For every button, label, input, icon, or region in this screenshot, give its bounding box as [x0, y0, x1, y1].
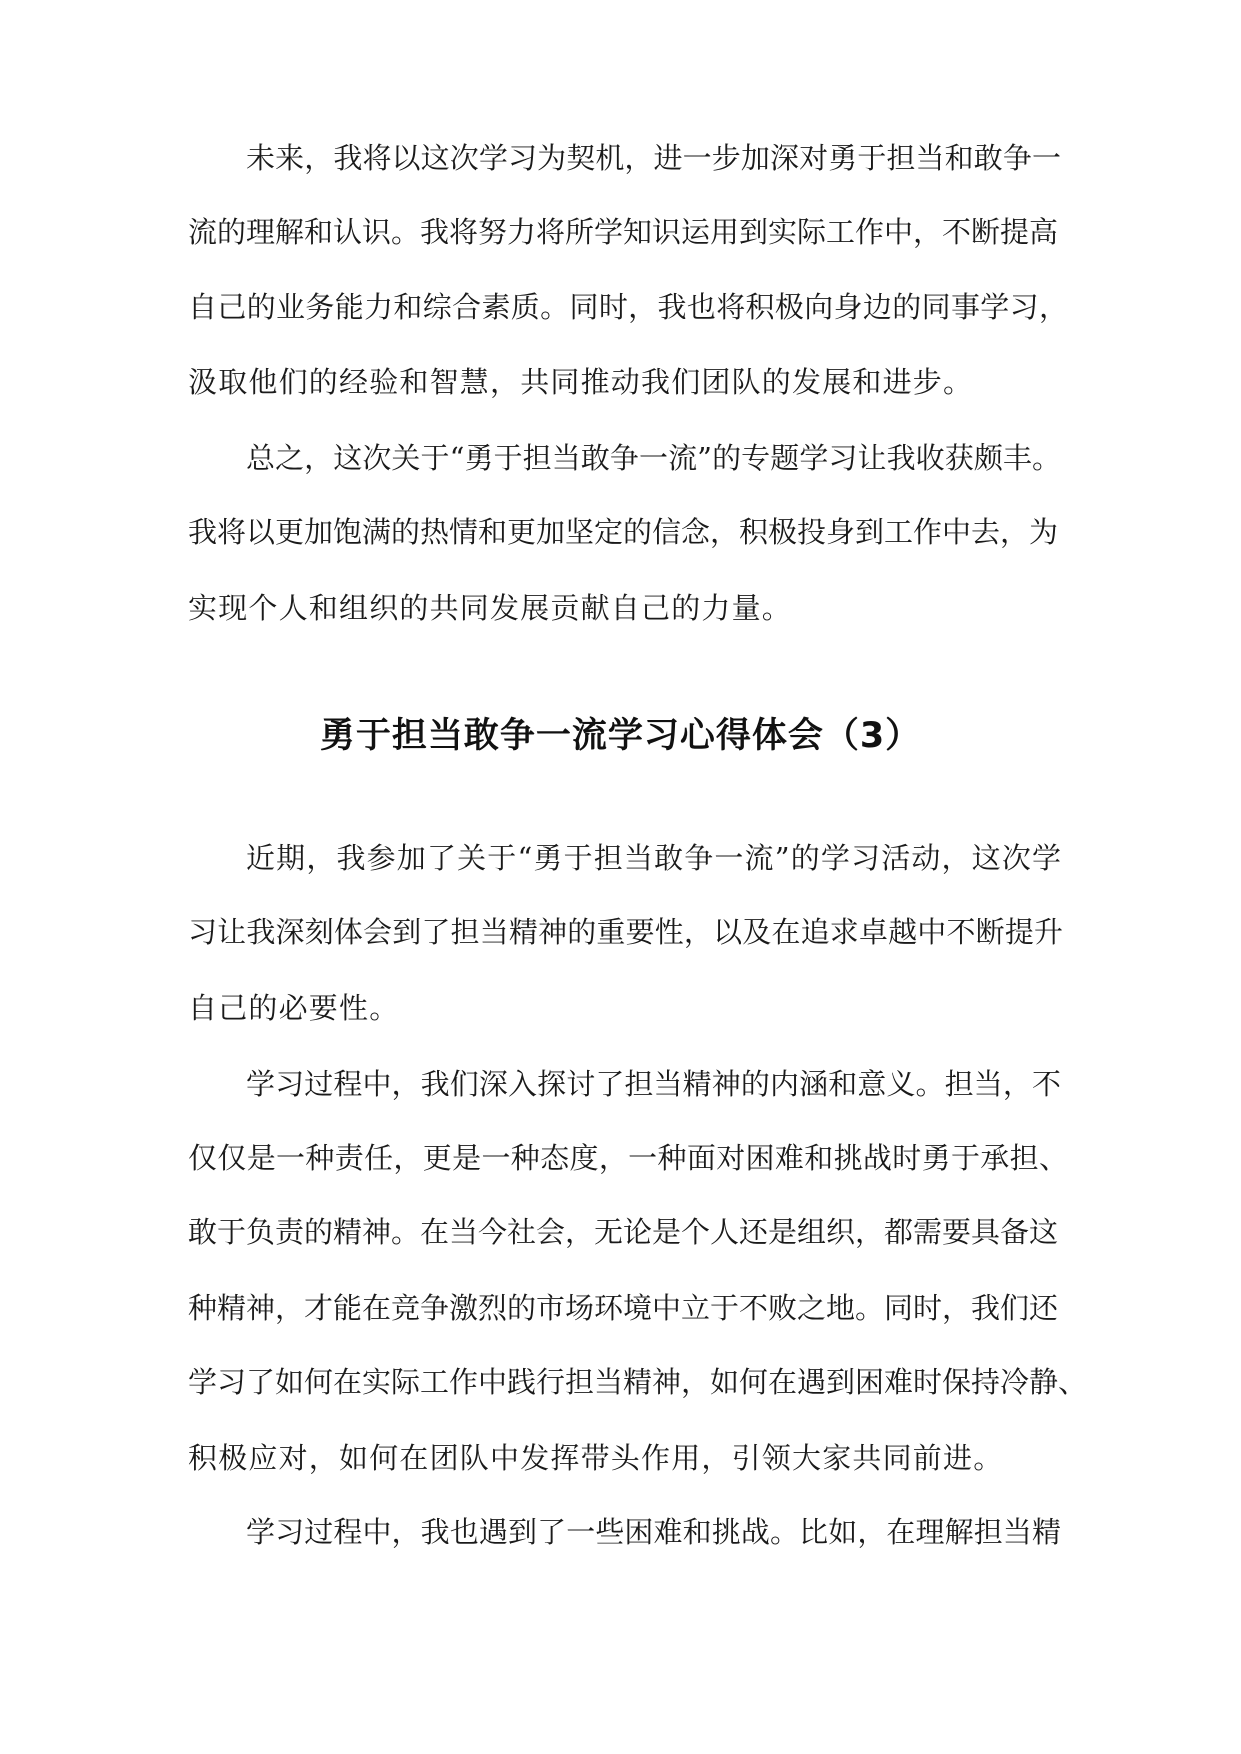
paragraph-line: 自己的业务能力和综合素质。同时，我也将积极向身边的同事学习，	[188, 290, 1068, 324]
paragraph-line: 仅仅是一种责任，更是一种态度，一种面对困难和挑战时勇于承担、	[188, 1141, 1068, 1175]
paragraph-line: 未来，我将以这次学习为契机，进一步加深对勇于担当和敢争一	[246, 141, 1061, 175]
paragraph-line: 流的理解和认识。我将努力将所学知识运用到实际工作中，不断提高	[188, 215, 1059, 249]
paragraph-line: 种精神，才能在竞争激烈的市场环境中立于不败之地。同时，我们还	[188, 1291, 1059, 1325]
paragraph-line: 我将以更加饱满的热情和更加坚定的信念，积极投身到工作中去，为	[188, 515, 1059, 549]
paragraph-line: 学习了如何在实际工作中践行担当精神，如何在遇到困难时保持冷静、	[188, 1365, 1088, 1399]
paragraph-line: 近期，我参加了关于“勇于担当敢争一流”的学习活动，这次学	[246, 841, 1061, 875]
document-heading: 勇于担当敢争一流学习心得体会（3）	[319, 716, 922, 756]
paragraph-line: 敢于负责的精神。在当今社会，无论是个人还是组织，都需要具备这	[188, 1215, 1059, 1249]
paragraph-line: 积极应对，如何在团队中发挥带头作用，引领大家共同前进。	[188, 1441, 1004, 1475]
paragraph-line: 总之，这次关于“勇于担当敢争一流”的专题学习让我收获颇丰。	[246, 441, 1061, 475]
paragraph-line: 学习过程中，我也遇到了一些困难和挑战。比如，在理解担当精	[246, 1515, 1061, 1549]
paragraph-line: 实现个人和组织的共同发展贡献自己的力量。	[188, 591, 793, 625]
paragraph-line: 学习过程中，我们深入探讨了担当精神的内涵和意义。担当，不	[246, 1067, 1061, 1101]
paragraph-line: 自己的必要性。	[188, 991, 400, 1025]
paragraph-line: 习让我深刻体会到了担当精神的重要性，以及在追求卓越中不断提升	[188, 915, 1063, 949]
paragraph-line: 汲取他们的经验和智慧，共同推动我们团队的发展和进步。	[188, 365, 974, 399]
